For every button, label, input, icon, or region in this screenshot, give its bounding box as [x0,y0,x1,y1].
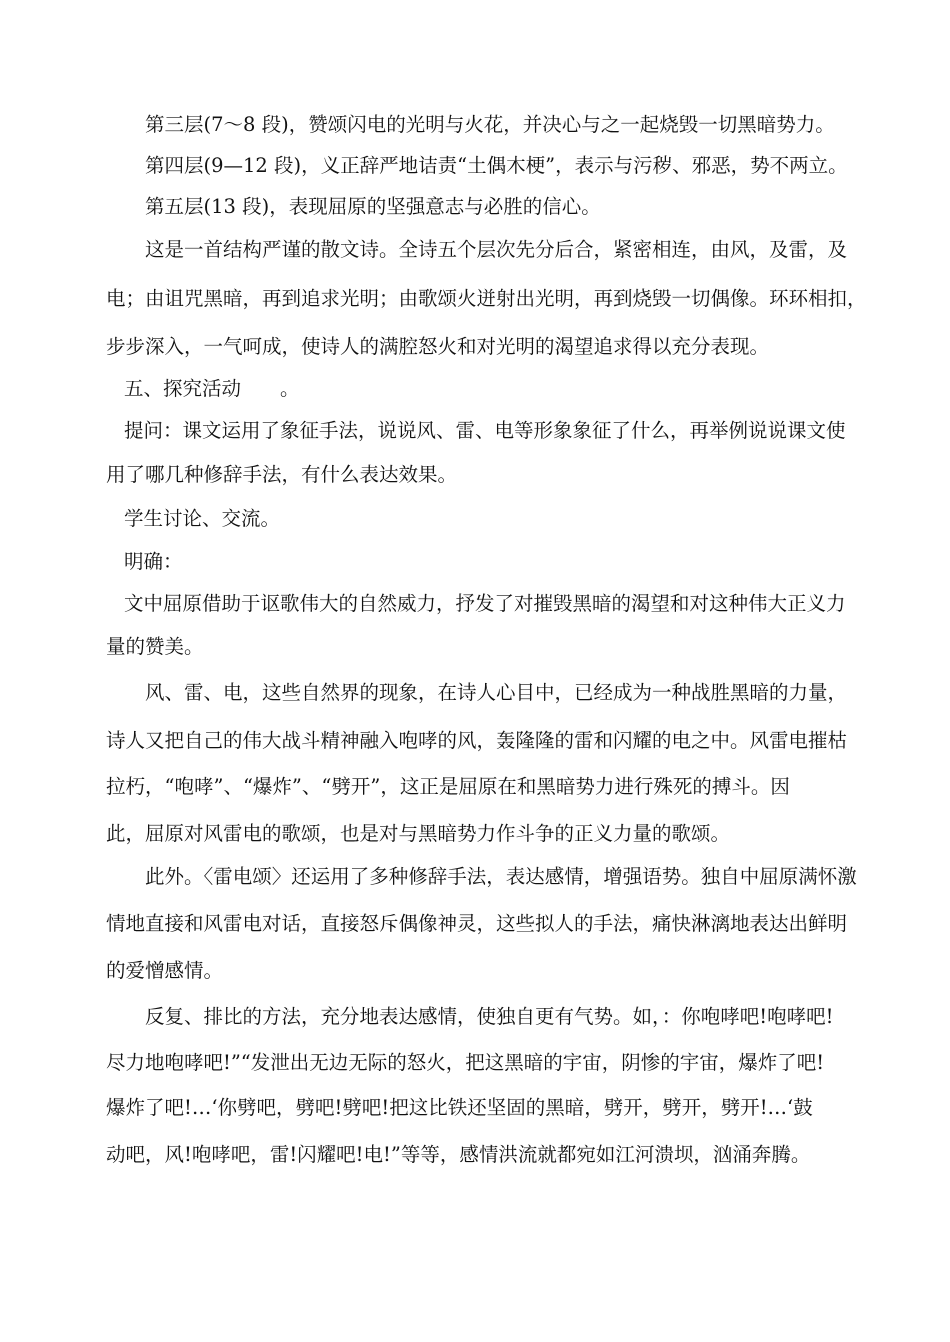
text-line: 明确： [124,550,183,573]
text-line: 风、雷、电，这些自然界的现象，在诗人心目中，已经成为一种战胜黑暗的力量， [145,681,848,704]
text-line: 拉朽，“咆哮”、“爆炸”、“劈开”，这正是屈原在和黑暗势力进行殊死的搏斗。因 [106,775,790,798]
text-line: 此，屈原对风雷电的歌颂，也是对与黑暗势力作斗争的正义力量的歌颂。 [106,822,731,845]
text-line: 第五层(13 段)，表现屈原的坚强意志与必胜的信心。 [145,195,601,218]
text-line: 诗人又把自己的伟大战斗精神融入咆哮的风，轰隆隆的雷和闪耀的电之中。风雷电摧枯 [106,729,848,752]
text-line: 爆炸了吧!…‘你劈吧，劈吧!劈吧!把这比铁还坚固的黑暗，劈开，劈开，劈开!…‘鼓 [106,1096,813,1119]
text-line: 文中屈原借助于讴歌伟大的自然威力，抒发了对摧毁黑暗的渴望和对这种伟大正义力 [124,592,846,615]
text-line: 量的赞美。 [106,635,204,658]
text-line: 学生讨论、交流。 [124,507,281,530]
section-heading: 五、探究活动 。 [124,377,300,400]
text-line: 反复、排比的方法，充分地表达感情，使独自更有气势。如，：你咆哮吧!咆哮吧! [145,1005,834,1028]
text-line: 电；由诅咒黑暗，再到追求光明；由歌颂火迸射出光明，再到烧毁一切偶像。环环相扣， [106,287,867,310]
text-line: 第三层(7～8 段)，赞颂闪电的光明与火花，并决心与之一起烧毁一切黑暗势力。 [145,113,835,136]
text-line: 的爱憎感情。 [106,959,224,982]
text-line: 动吧，风!咆哮吧，雷!闪耀吧!电!”等等，感情洪流就都宛如江河溃坝，汹涌奔腾。 [106,1143,811,1166]
text-line: 情地直接和风雷电对话，直接怒斥偶像神灵，这些拟人的手法，痛快淋漓地表达出鲜明 [106,912,848,935]
text-line: 用了哪几种修辞手法，有什么表达效果。 [106,463,458,486]
text-line: 尽力地咆哮吧!”“发泄出无边无际的怒火，把这黑暗的宇宙，阴惨的宇宙，爆炸了吧! [106,1051,825,1074]
text-line: 步步深入，一气呵成，使诗人的满腔怒火和对光明的渴望追求得以充分表现。 [106,335,770,358]
text-line: 这是一首结构严谨的散文诗。全诗五个层次先分后合，紧密相连，由风，及雷，及 [145,238,848,261]
text-line: 提问：课文运用了象征手法，说说风、雷、电等形象象征了什么，再举例说说课文使 [124,419,846,442]
text-line: 此外。〈雷电颂〉还运用了多种修辞手法，表达感情，增强语势。独自中屈原满怀激 [145,865,857,888]
text-line: 第四层(9—12 段)，义正辞严地诘责“土偶木梗”，表示与污秽、邪恶，势不两立。 [145,154,848,177]
